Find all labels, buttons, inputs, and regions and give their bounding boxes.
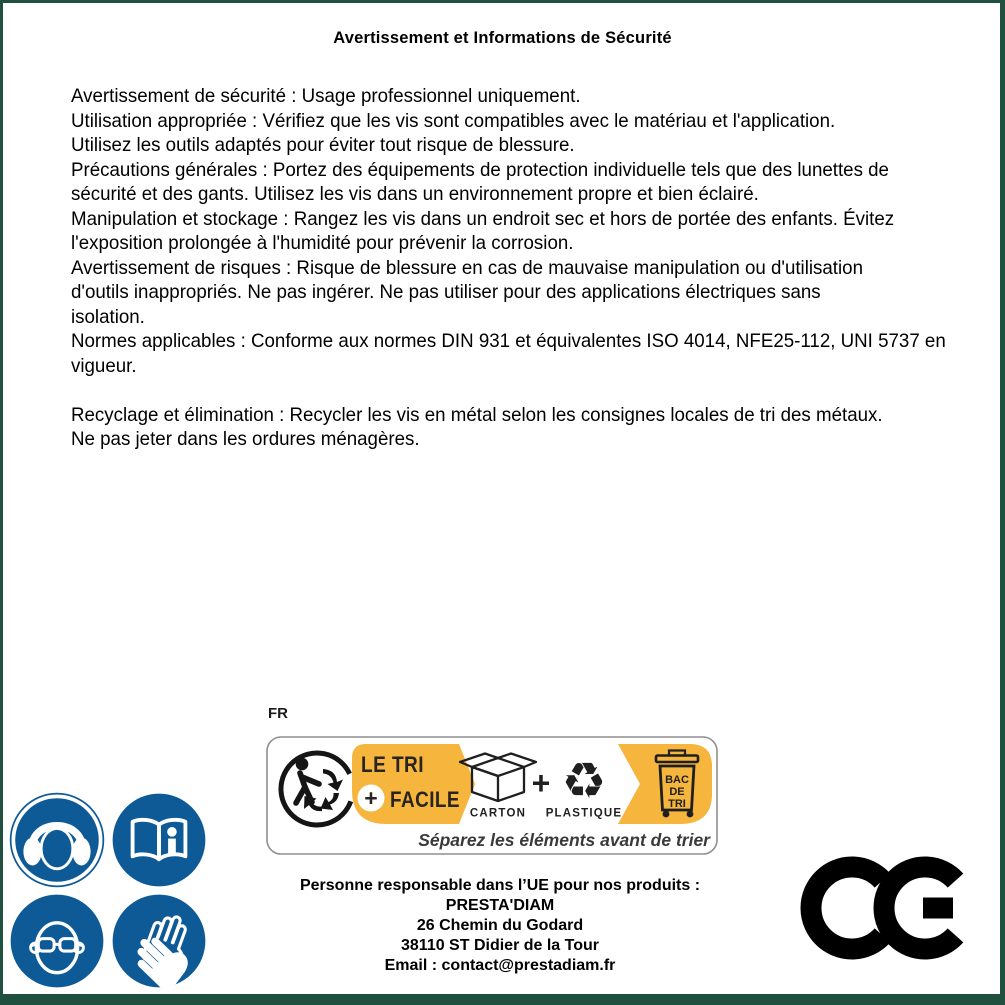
body-line: Ne pas jeter dans les ordures ménagères. [71, 428, 420, 450]
body-line: isolation. [71, 305, 145, 328]
page-title: Avertissement et Informations de Sécurité [333, 29, 672, 47]
bin-label-line: TRI [668, 798, 686, 810]
body-line: l'exposition prolongée à l'humidité pour prévenir la corrosion. [71, 232, 574, 254]
ce-mark [799, 851, 969, 965]
page-border-bottom [0, 994, 1005, 1005]
triman-sorting-label [266, 736, 718, 855]
bin-label-line: BAC [665, 774, 689, 786]
body-line: vigueur. [71, 354, 137, 377]
body-line: Utilisez les outils adaptés pour éviter tout risque de blessure. [71, 134, 575, 156]
page-border-top [0, 0, 1005, 3]
wear-eye-protection-icon [9, 893, 105, 989]
body-line [71, 378, 946, 403]
tri-facile-plus: + [364, 785, 378, 811]
read-instruction-manual-icon [111, 792, 207, 888]
country-code-label: FR [268, 705, 288, 722]
responsible-intro: Personne responsable dans l’UE pour nos produits : [299, 877, 701, 894]
address-line: 38110 ST Didier de la Tour [401, 937, 599, 954]
body-line: Avertissement de risques : Risque de blessure en cas de mauvaise manipulation ou d'utilisation [71, 256, 863, 279]
email-line: Email : contact@prestadiam.fr [384, 957, 616, 974]
page-border-right [1000, 0, 1005, 1005]
body-line: Utilisation appropriée : Vérifiez que les vis sont compatibles avec le matériau et l'application. [71, 109, 836, 132]
material-plastique-label: PLASTIQUE [545, 807, 623, 820]
body-line: Précautions générales : Portez des équipements de protection individuelle tels que des lunettes de [71, 158, 889, 181]
page-border-left [0, 0, 3, 1005]
address-line: 26 Chemin du Godard [416, 917, 584, 934]
body-line: sécurité et des gants. Utilisez les vis dans un environnement propre et bien éclairé. [71, 183, 759, 205]
body-line: d'outils inappropriés. Ne pas ingérer. Ne pas utiliser pour des applications électriques sans [71, 281, 821, 303]
triman-caption: Séparez les éléments avant de trier [418, 830, 710, 850]
tri-facile-line1: LE TRI [361, 752, 424, 777]
body-line: Recyclage et élimination : Recycler les vis en métal selon les consignes locales de tri des métaux. [71, 403, 883, 426]
body-line: Avertissement de sécurité : Usage professionnel uniquement. [71, 85, 581, 107]
body-line: Normes applicables : Conforme aux normes DIN 931 et équivalentes ISO 4014, NFE25-112, UNI 5737 en [71, 330, 946, 352]
company-name: PRESTA'DIAM [445, 897, 555, 914]
body-line: Manipulation et stockage : Rangez les vis dans un endroit sec et hors de portée des enfants. Évitez [71, 207, 895, 230]
wear-protective-gloves-icon [111, 893, 207, 989]
safety-text-block [71, 84, 946, 452]
wear-ear-protection-icon [9, 792, 105, 888]
material-carton-label: CARTON [469, 807, 527, 820]
recycling-symbol-icon: ♻ [561, 752, 607, 810]
materials-plus: + [531, 765, 551, 801]
eu-responsible-block [251, 876, 749, 976]
bin-label-line: DE [669, 786, 685, 798]
tri-facile-line2: FACILE [390, 787, 460, 812]
